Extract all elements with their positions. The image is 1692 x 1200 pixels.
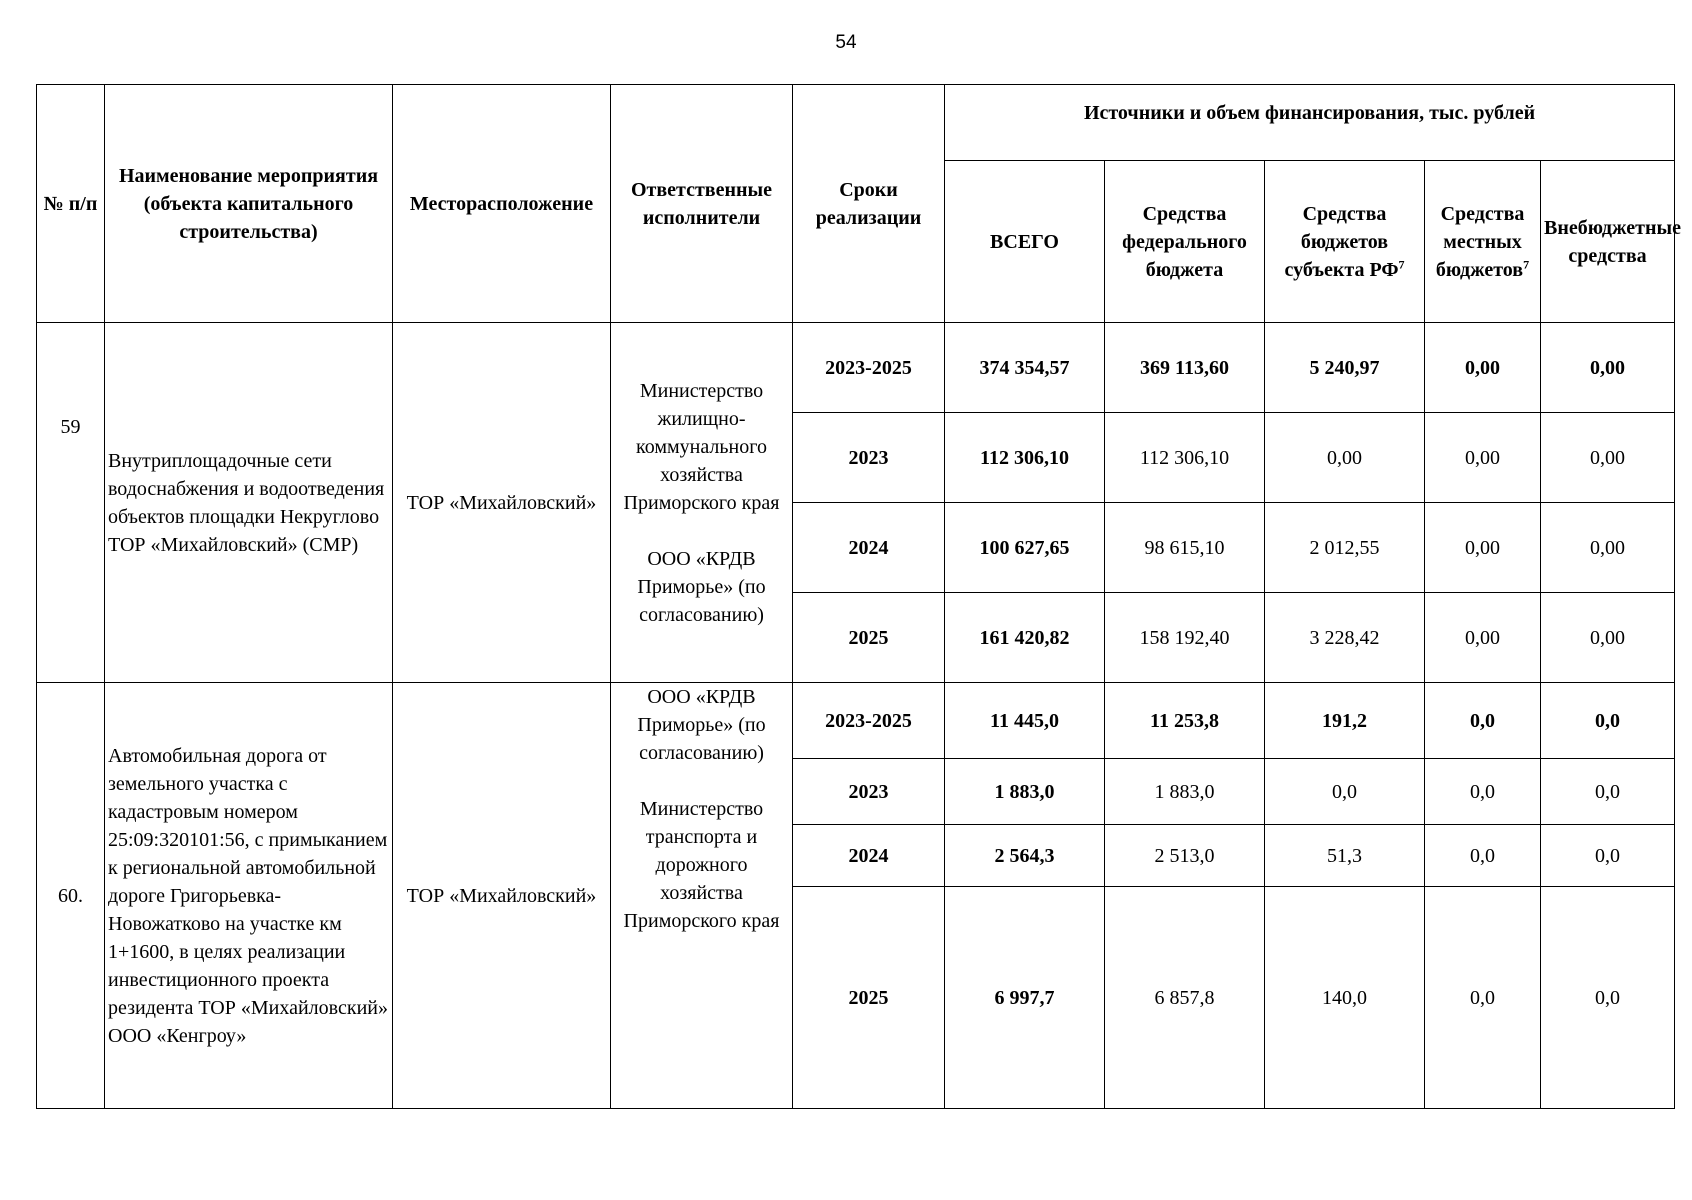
cell-year: 2023	[793, 759, 945, 825]
row-location: ТОР «Михайловский»	[393, 683, 611, 1109]
cell-extra: 0,00	[1541, 593, 1675, 683]
cell-extra: 0,0	[1541, 887, 1675, 1109]
cell-federal: 112 306,10	[1105, 413, 1265, 503]
cell-total: 112 306,10	[945, 413, 1105, 503]
cell-total: 374 354,57	[945, 323, 1105, 413]
header-executors: Ответственные исполнители	[611, 85, 793, 323]
table-row	[37, 323, 1675, 413]
cell-extra: 0,00	[1541, 413, 1675, 503]
footnote-mark: 7	[1398, 256, 1405, 271]
header-period: Сроки реализации	[793, 85, 945, 323]
row-executors	[611, 683, 793, 1109]
cell-year: 2024	[793, 503, 945, 593]
row-name: Внутриплощадочные сети водоснабжения и водоотведения объектов площадки Некруглово ТОР «Михайловский» (СМР)	[105, 323, 393, 683]
cell-regional: 51,3	[1265, 825, 1425, 887]
cell-regional: 3 228,42	[1265, 593, 1425, 683]
cell-year: 2025	[793, 887, 945, 1109]
table-row	[37, 683, 1675, 759]
cell-local: 0,0	[1425, 825, 1541, 887]
header-federal: Средства федерального бюджета	[1105, 161, 1265, 323]
cell-local: 0,00	[1425, 593, 1541, 683]
cell-extra: 0,00	[1541, 503, 1675, 593]
cell-federal: 2 513,0	[1105, 825, 1265, 887]
cell-local: 0,00	[1425, 503, 1541, 593]
page-number: 54	[835, 32, 857, 53]
financing-table	[36, 84, 1681, 1109]
cell-total: 100 627,65	[945, 503, 1105, 593]
executor-2: ООО «КРДВ Приморье» (по согласованию)	[637, 547, 766, 626]
cell-federal: 6 857,8	[1105, 887, 1265, 1109]
cell-federal: 369 113,60	[1105, 323, 1265, 413]
cell-year: 2023-2025	[793, 683, 945, 759]
row-name: Автомобильная дорога от земельного участка с кадастровым номером 25:09:320101:56, с примыканием к региональной автомобильной дороге Григорьевка-Новожатково на участке км 1+1600, в целях реализации инвестиционного проекта резидента ТОР «Михайловский» ООО «Кенгроу»	[105, 683, 393, 1109]
header-name: Наименование мероприятия (объекта капитального строительства)	[105, 85, 393, 323]
cell-local: 0,0	[1425, 683, 1541, 759]
header-extra: Внебюджетные средства	[1541, 161, 1675, 323]
cell-regional: 140,0	[1265, 887, 1425, 1109]
cell-total: 11 445,0	[945, 683, 1105, 759]
header-location: Месторасположение	[393, 85, 611, 323]
cell-year: 2023	[793, 413, 945, 503]
cell-local: 0,00	[1425, 413, 1541, 503]
cell-local: 0,0	[1425, 887, 1541, 1109]
cell-regional: 5 240,97	[1265, 323, 1425, 413]
row-num: 60.	[37, 683, 105, 1109]
cell-total: 161 420,82	[945, 593, 1105, 683]
header-regional-text: Средства бюджетов субъекта РФ	[1284, 202, 1399, 281]
cell-regional: 0,0	[1265, 759, 1425, 825]
cell-extra: 0,0	[1541, 683, 1675, 759]
cell-regional: 0,00	[1265, 413, 1425, 503]
cell-total: 2 564,3	[945, 825, 1105, 887]
header-local	[1425, 161, 1541, 323]
cell-total: 1 883,0	[945, 759, 1105, 825]
header-local-text: Средства местных бюджетов	[1435, 202, 1525, 281]
header-funding: Источники и объем финансирования, тыс. рублей	[945, 85, 1675, 161]
cell-year: 2023-2025	[793, 323, 945, 413]
header-regional	[1265, 161, 1425, 323]
cell-extra: 0,0	[1541, 825, 1675, 887]
footnote-mark: 7	[1523, 256, 1530, 271]
header-total: ВСЕГО	[945, 161, 1105, 323]
cell-regional: 2 012,55	[1265, 503, 1425, 593]
cell-federal: 98 615,10	[1105, 503, 1265, 593]
cell-total: 6 997,7	[945, 887, 1105, 1109]
cell-year: 2024	[793, 825, 945, 887]
cell-local: 0,00	[1425, 323, 1541, 413]
cell-federal: 11 253,8	[1105, 683, 1265, 759]
row-location: ТОР «Михайловский»	[393, 323, 611, 683]
header-num: № п/п	[37, 85, 105, 323]
cell-extra: 0,0	[1541, 759, 1675, 825]
cell-regional: 191,2	[1265, 683, 1425, 759]
executor-1: ООО «КРДВ Приморье» (по согласованию)	[637, 686, 766, 764]
row-executors	[611, 323, 793, 683]
cell-federal: 158 192,40	[1105, 593, 1265, 683]
executor-2: Министерство транспорта и дорожного хозяйства Приморского края	[623, 798, 780, 932]
cell-local: 0,0	[1425, 759, 1541, 825]
cell-year: 2025	[793, 593, 945, 683]
cell-extra: 0,00	[1541, 323, 1675, 413]
cell-federal: 1 883,0	[1105, 759, 1265, 825]
executor-1: Министерство жилищно-коммунального хозяйства Приморского края	[623, 379, 780, 514]
row-num: 59	[37, 323, 105, 683]
